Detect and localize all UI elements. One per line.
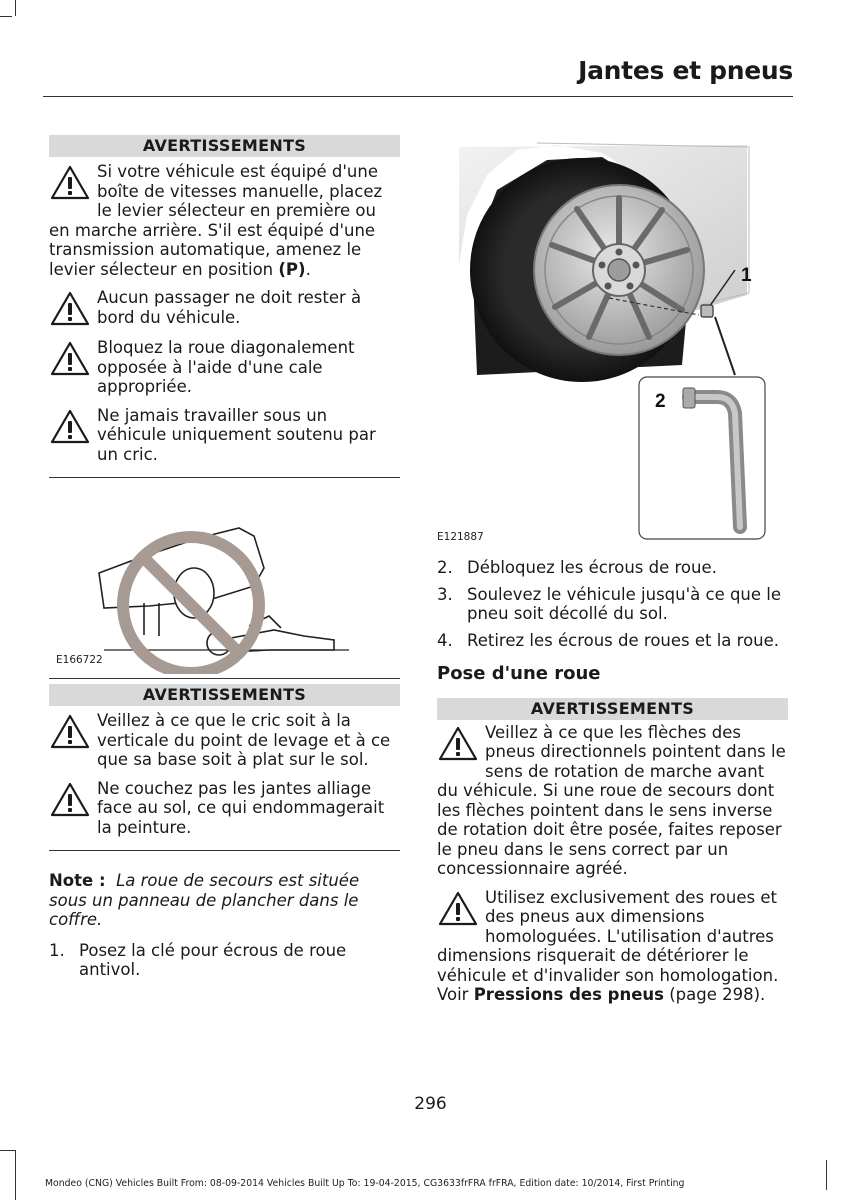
warning-triangle-icon [49, 290, 91, 328]
warning-text: Bloquez la roue diagonalement opposée à l'aide d'une cale appropriée. [97, 338, 355, 396]
warning-item [49, 779, 400, 838]
warning-text: Veillez à ce que le cric soit à la verticale du point de levage et à ce que sa base soit à plat sur le sol. [97, 711, 391, 769]
step-text: Posez la clé pour écrous de roue antivol. [79, 940, 347, 979]
crop-mark [15, 1150, 16, 1200]
warning-item [437, 723, 788, 879]
title-divider [43, 96, 793, 97]
warning-item [49, 162, 400, 279]
warning-text: Ne jamais travailler sous un véhicule uniquement soutenu par un cric. [97, 405, 376, 464]
section-divider [49, 850, 400, 851]
warning-triangle-icon [49, 781, 91, 819]
prohibition-illustration [49, 478, 400, 674]
crop-mark [0, 16, 12, 17]
warning-triangle-icon [437, 890, 479, 928]
wheel-removal-figure [437, 135, 788, 550]
step-text: Retirez les écrous de roues et la roue. [467, 630, 780, 650]
step-item [437, 558, 788, 578]
callout-2: 2 [655, 391, 666, 412]
step-item [437, 585, 788, 624]
no-work-under-car-illustration [49, 478, 400, 674]
step-item [49, 941, 400, 980]
crop-mark [826, 1160, 827, 1190]
gear-position-label: (P) [278, 259, 306, 279]
warning-item [49, 288, 400, 328]
warning-triangle-icon [49, 408, 91, 446]
warning-text: Si votre véhicule est équipé d'une boîte de vitesses manuelle, placez le levier sélecteur en première ou en marche arrière. S'il est équipé d'une transmission automatique, amenez le levier sélecteur en position [49, 162, 383, 279]
step-number: 1. [49, 940, 65, 960]
warning-triangle-icon [49, 340, 91, 378]
step-number: 2. [437, 558, 453, 577]
warning-text: Veillez à ce que les flèches des pneus directionnels pointent dans le sens de rotation de marche avant du véhicule. Si une roue de secours dont les flèches pointent dans le sens inverse de rotation doit être posée, faites reposer le pneu dans le sens correct par un concessionnaire agréé. [437, 722, 786, 878]
figure-code: E166722 [56, 654, 103, 666]
warnings-heading: AVERTISSEMENTS [49, 684, 400, 706]
note [49, 871, 400, 930]
section-divider [49, 678, 400, 679]
warning-item [437, 888, 788, 1005]
left-column [49, 135, 400, 980]
warning-item [49, 338, 400, 397]
step-text: Débloquez les écrous de roue. [467, 558, 717, 577]
figure-code: E121887 [437, 531, 484, 543]
note-text: La roue de secours est située sous un panneau de plancher dans le coffre. [49, 871, 360, 929]
page-number: 296 [414, 1094, 447, 1114]
footer: Mondeo (CNG) Vehicles Built From: 08-09-2014 Vehicles Built Up To: 19-04-2015, CG3633frFRA frFRA, Edition date: 10/2014, First Printing [45, 1178, 685, 1189]
warning-text: Ne couchez pas les jantes alliage face au sol, ce qui endommagerait la peinture. [97, 778, 385, 837]
step-number: 3. [437, 584, 453, 604]
cross-reference-link[interactable]: Pressions des pneus [473, 985, 664, 1004]
page-title: Jantes et pneus [578, 56, 793, 85]
crop-mark [0, 1150, 16, 1151]
right-column [437, 558, 788, 1005]
warning-item [49, 711, 400, 770]
step-item [437, 631, 788, 651]
note-label: Note : [49, 871, 106, 890]
section-subheading: Pose d'une roue [437, 663, 601, 684]
callout-1: 1 [741, 265, 752, 286]
warning-text-end: . [305, 259, 311, 279]
warning-text: Aucun passager ne doit rester à bord du véhicule. [97, 288, 362, 327]
crop-mark [15, 0, 16, 16]
warning-text: Utilisez exclusivement des roues et des pneus aux dimensions homologuées. L'utilisation d'autres dimensions risquerait de détériorer le véhicule et d'invalider son homologation. Voir [437, 887, 779, 1004]
warnings-heading: AVERTISSEMENTS [437, 698, 788, 720]
warnings-heading: AVERTISSEMENTS [49, 135, 400, 157]
warning-triangle-icon [49, 164, 91, 202]
warning-triangle-icon [437, 725, 479, 763]
warning-triangle-icon [49, 713, 91, 751]
step-text: Soulevez le véhicule jusqu'à ce que le pneu soit décollé du sol. [467, 584, 782, 623]
wheel-illustration [437, 135, 788, 550]
warning-item [49, 406, 400, 465]
step-number: 4. [437, 630, 453, 650]
page-reference: (page 298). [663, 985, 766, 1004]
